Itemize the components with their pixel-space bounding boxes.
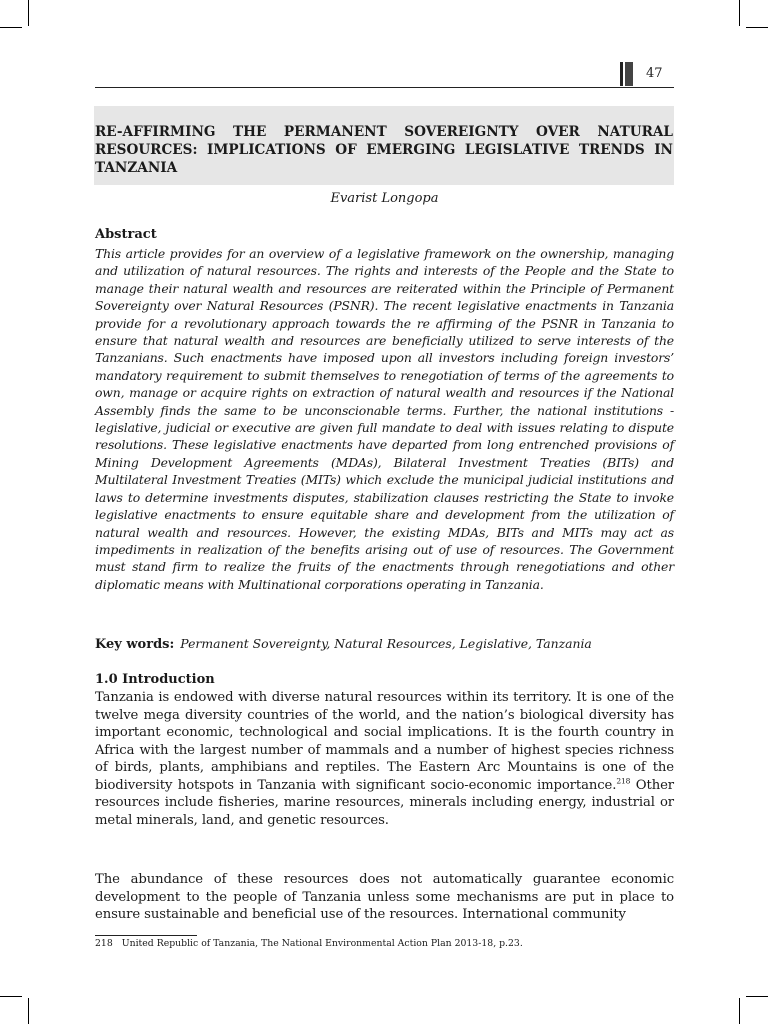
footnote — [95, 938, 674, 949]
keywords-value: Permanent Sovereignty, Natural Resources, Legislative, Tanzania — [180, 636, 592, 651]
crop-mark — [0, 27, 22, 28]
body-paragraph — [95, 689, 674, 829]
section-heading-introduction: 1.0 Introduction — [95, 672, 215, 687]
footnote-rule — [95, 935, 197, 936]
keywords-label: Key words: — [95, 637, 175, 652]
crop-mark — [28, 0, 29, 26]
abstract-heading: Abstract — [95, 227, 157, 242]
page-marker-thick-bar — [625, 62, 633, 86]
abstract-text: This article provides for an overview of a legislative framework on the ownership, managing and utilization of natural resources. The rights and interests of the People and the State to manage their natural wealth and resources are reiterated within the Principle of Permanent Sovereignty over Natural Resources (PSNR). The recent legislative enactments in Tanzania provide for a revolutionary approach towards the re affirming of the PSNR in Tanzania to ensure that natural wealth and resources are beneficially utilized to serve interests of the Tanzanians. Such enactments have imposed upon all investors including foreign investors’ mandatory requirement to submit themselves to renegotiation of terms of the agreements to own, manage or acquire rights on extraction of natural wealth and resources if the National Assembly finds the same to be unconscionable terms. Further, the national institutions -legislative, judicial or executive are given full mandate to deal with issues relating to dispute resolutions. These legislative enactments have departed from long entrenched provisions of Mining Development Agreements (MDAs), Bilateral Investment Treaties (BITs) and Multilateral Investment Treaties (MITs) which exclude the municipal judicial institutions and laws to determine investments disputes, stabilization clauses restricting the State to invoke legislative enactments to ensure equitable share and development from the utilization of natural wealth and resources. However, the existing MDAs, BITs and MITs may act as impediments in realization of the benefits arising out of use of resources. The Government must stand firm to realize the fruits of the enactments through renegotiations and other diplomatic means with Multinational corporations operating in Tanzania. — [95, 246, 674, 592]
paragraph-text: Tanzania is endowed with diverse natural resources within its territory. It is one of the twelve mega diversity countries of the world, and the nation’s biological diversity has important economic, technological and social implications. It is the fourth country in Africa with the largest number of mammals and a number of highest species richness of birds, plants, amphibians and reptiles. The Eastern Arc Mountains is one of the biodiversity hotspots in Tanzania with significant socio-economic importance. — [95, 690, 674, 793]
page-marker-thin-bar — [620, 62, 623, 86]
footnote-number: 218 — [95, 938, 113, 949]
paragraph-text: Other resources include fisheries, marine resources, minerals including energy, industrial or metal minerals, land, and genetic resources. — [95, 777, 674, 828]
article-title: RE-AFFIRMING THE PERMANENT SOVEREIGNTY OVER NATURAL RESOURCES: IMPLICATIONS OF EMERGING LEGISLATIVE TRENDS IN TANZANIA — [95, 124, 673, 176]
crop-mark — [739, 998, 740, 1024]
crop-mark — [0, 996, 22, 997]
crop-mark — [739, 0, 740, 26]
author-name: Evarist Longopa — [330, 191, 439, 206]
body-paragraph: The abundance of these resources does not automatically guarantee economic development to the people of Tanzania unless some mechanisms are put in place to ensure sustainable and beneficial use of the resources. International community — [95, 872, 674, 922]
crop-mark — [746, 27, 768, 28]
crop-mark — [746, 996, 768, 997]
page-number: 47 — [646, 66, 663, 81]
footnote-text: United Republic of Tanzania, The National Environmental Action Plan 2013-18, p.23. — [121, 938, 523, 949]
footnote-reference: 218 — [616, 776, 631, 786]
page-marker — [620, 62, 634, 86]
keywords — [95, 636, 674, 652]
header-rule — [95, 87, 674, 88]
crop-mark — [28, 998, 29, 1024]
